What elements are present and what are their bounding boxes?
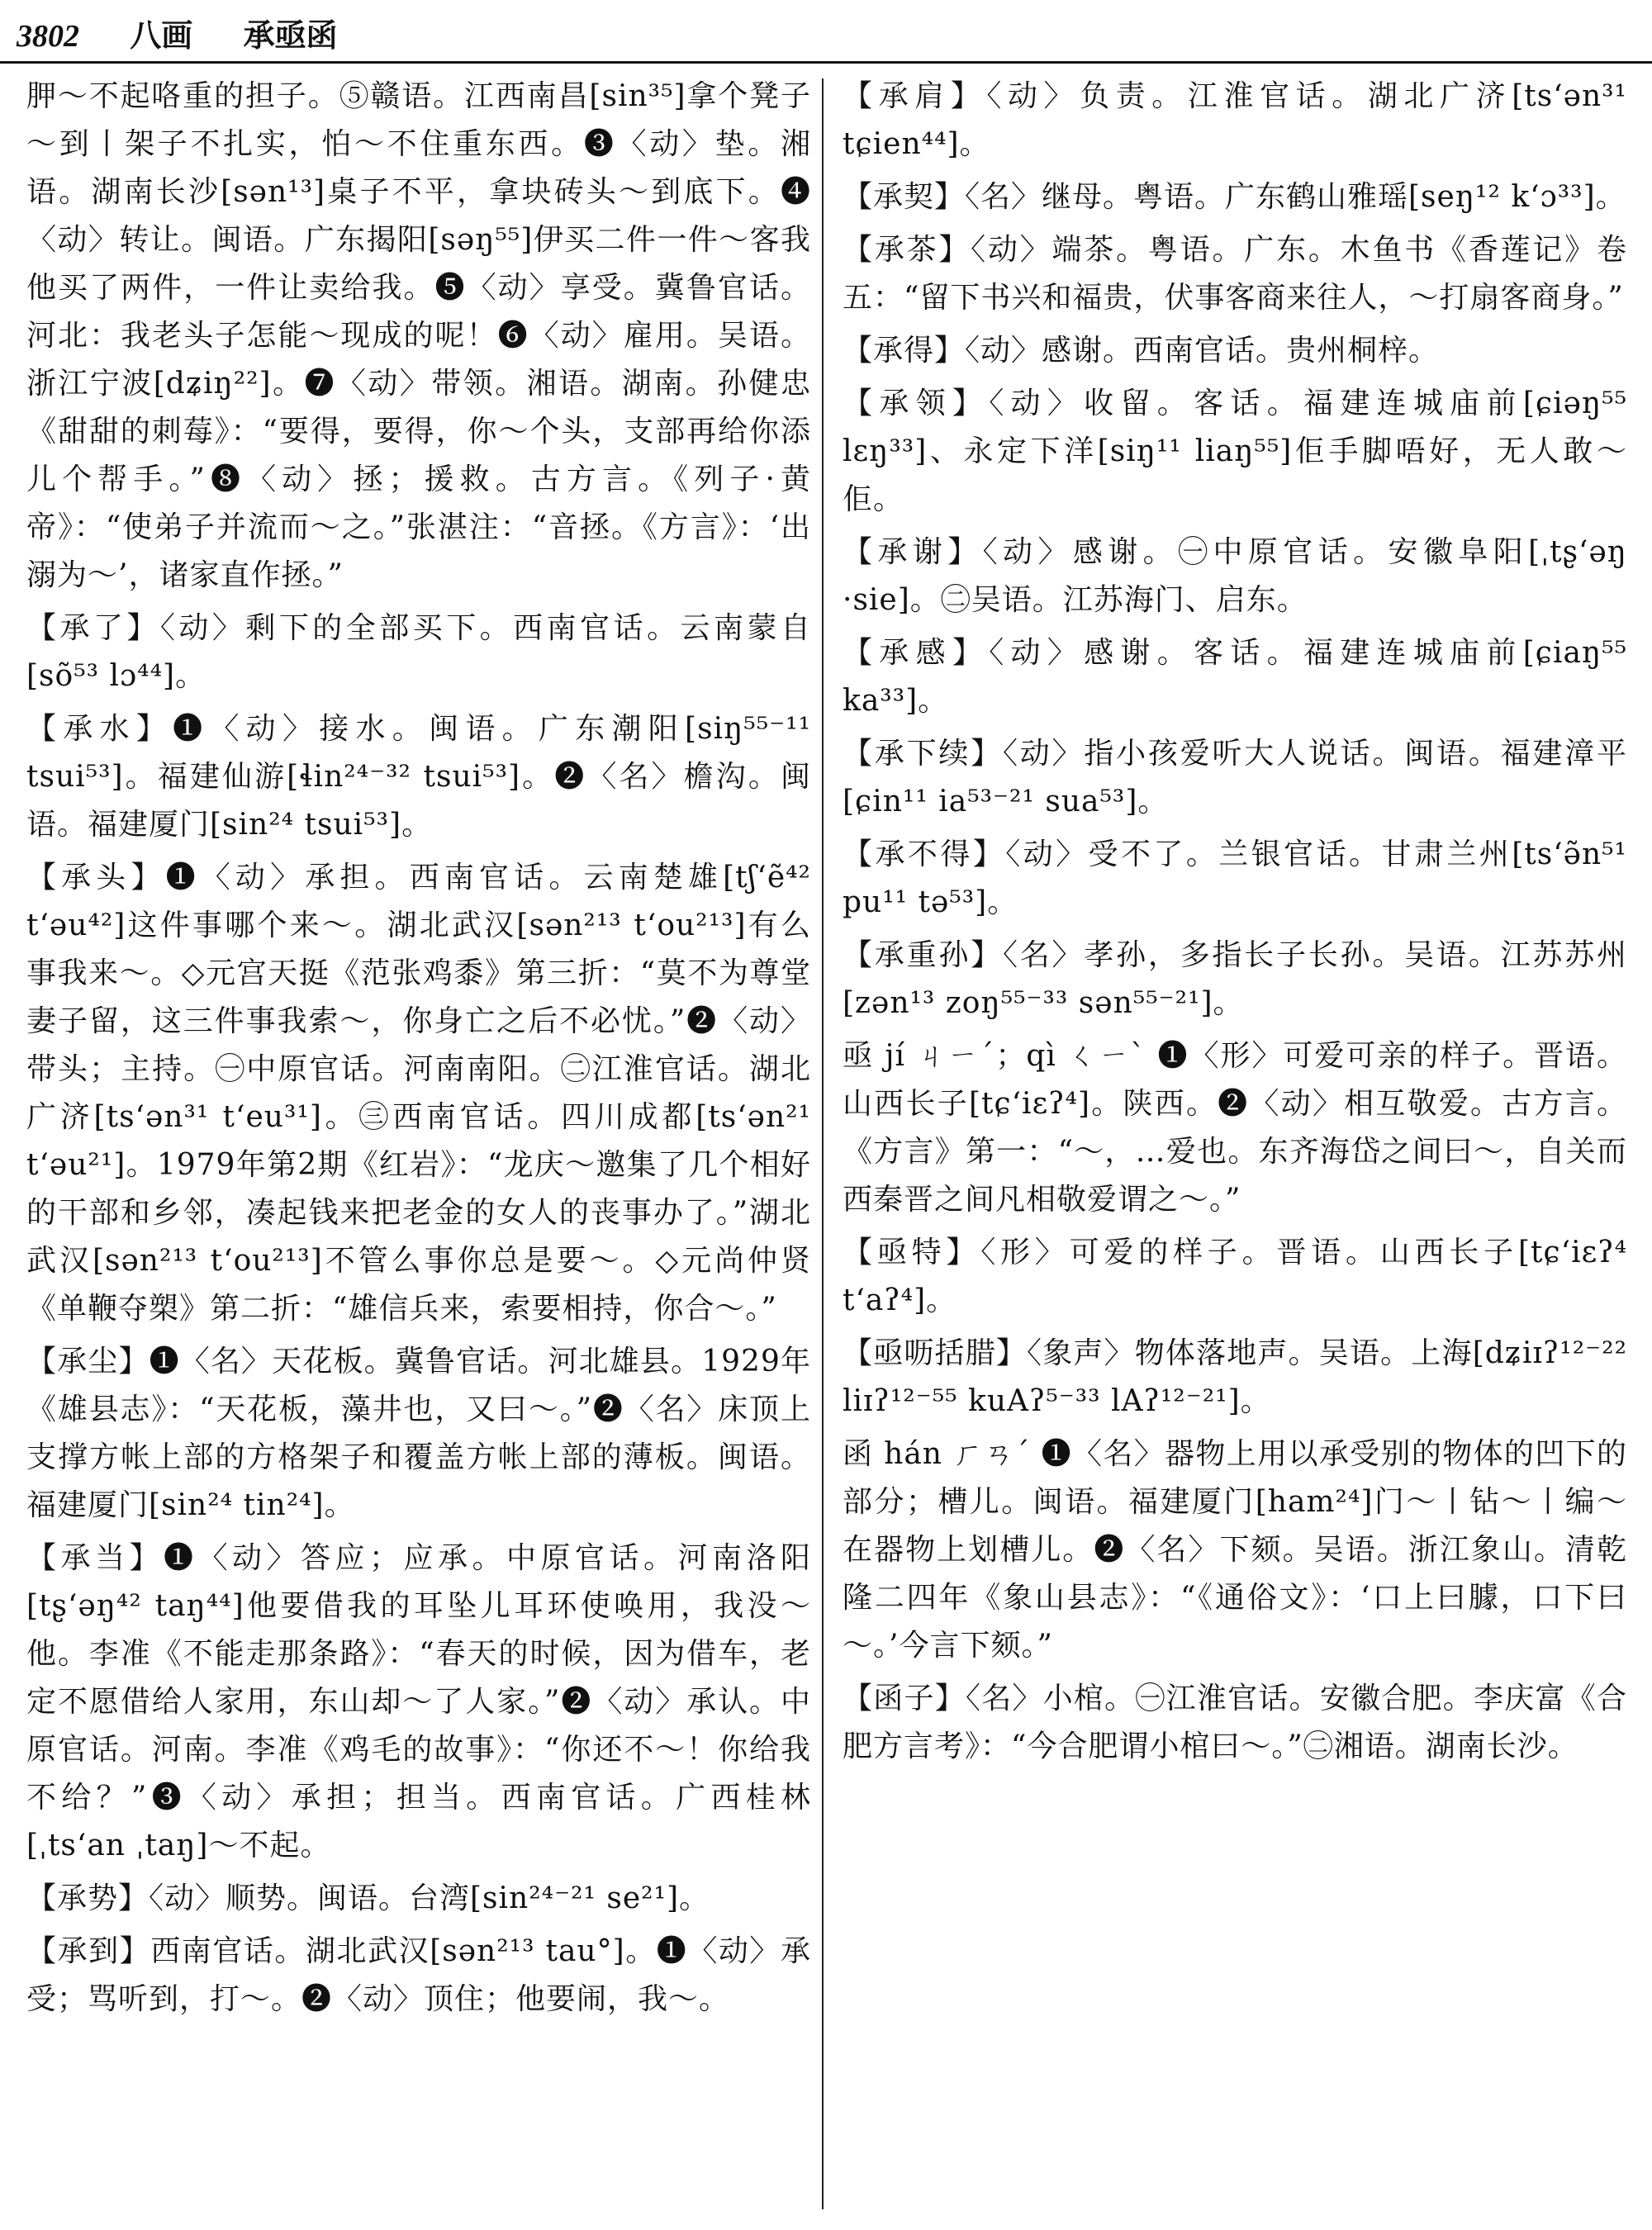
entry-han-zi: 【函子】〈名〉小棺。㊀江淮官话。安徽合肥。李庆富《合肥方言考》：“今合肥谓小棺曰～。”㊁湘语。湖南长沙。: [843, 1682, 1627, 1763]
entry-cheng-shi: 【承势】〈动〉顺势。闽语。台湾[sin²⁴⁻²¹ se²¹]。: [26, 1881, 710, 1915]
entry-cheng-xia-xu: 【承下续】〈动〉指小孩爱听大人说话。闽语。福建漳平[ɕin¹¹ ia⁵³⁻²¹ sua⁵³]。: [843, 737, 1627, 818]
header-rule: [0, 61, 1652, 64]
entry-cheng-shui: 【承水】❶〈动〉接水。闽语。广东潮阳[siŋ⁵⁵⁻¹¹ tsui⁵³]。福建仙游[ɬin²⁴⁻³² tsui⁵³]。❷〈名〉檐沟。闽语。福建厦门[sin²⁴ tsui⁵³]。: [26, 712, 811, 842]
entry-cheng-xie: 【承谢】〈动〉感谢。㊀中原官话。安徽阜阳[ˌtʂ‘əŋ ·sie]。㊁吴语。江苏海门、启东。: [843, 535, 1627, 617]
entry-cheng-le: 【承了】〈动〉剩下的全部买下。西南官话。云南蒙自[sõ⁵³ lɔ⁴⁴]。: [26, 611, 811, 693]
entry-ji-te: 【亟特】〈形〉可爱的样子。晋语。山西长子[tɕ‘iɛʔ⁴ t‘aʔ⁴]。: [843, 1236, 1627, 1317]
entry-cheng-jian: 【承肩】〈动〉负责。江淮官话。湖北广济[ts‘ən³¹ tɕien⁴⁴]。: [843, 79, 1627, 161]
column-divider: [822, 78, 824, 2209]
entry-cheng-bu-de: 【承不得】〈动〉受不了。兰银官话。甘肃兰州[ts‘ə̃n⁵¹ pu¹¹ tə⁵³]。: [843, 837, 1627, 919]
entry-han-headword: 函 hán ㄏㄢˊ ❶〈名〉器物上用以承受别的物体的凹下的部分；槽儿。闽语。福建厦门[ham²⁴]门～丨钻～丨编～在器物上划槽儿。❷〈名〉下颏。吴语。浙江象山。清乾隆二四年《象山县志》：“《通俗文》：‘口上曰臄，口下曰～。’今言下颏。”: [843, 1437, 1627, 1663]
entry-cheng-dang: 【承当】❶〈动〉答应；应承。中原官话。河南洛阳[tʂ‘əŋ⁴² taŋ⁴⁴]他要借我的耳坠儿耳环使唤用，我没～他。李准《不能走那条路》：“春天的时候，因为借车，老定不愿借给人家用，东山却～了人家。”❷〈动〉承认。中原官话。河南。李准《鸡毛的故事》：“你还不～！你给我不给？”❸〈动〉承担；担当。西南官话。广西桂林[ˌts‘an ˌtaŋ]～不起。: [26, 1541, 811, 1862]
page-number: 3802: [17, 19, 79, 54]
entry-cheng-chen: 【承尘】❶〈名〉天花板。冀鲁官话。河北雄县。1929年《雄县志》：“天花板，藻井也，又曰～。”❷〈名〉床顶上支撑方帐上部的方格架子和覆盖方帐上部的薄板。闽语。福建厦门[sin²⁴ tin²⁴]。: [26, 1345, 811, 1522]
entry-ji-li-kuo-la: 【亟呖括腊】〈象声〉物体落地声。吴语。上海[dʑiɪʔ¹²⁻²² liɪʔ¹²⁻⁵⁵ kuAʔ⁵⁻³³ lAʔ¹²⁻²¹]。: [843, 1336, 1627, 1418]
entry-cheng-qi: 【承契】〈名〉继母。粤语。广东鹤山雅瑶[seŋ¹² k‘ɔ³³]。: [843, 180, 1626, 214]
entry-cheng-dao: 【承到】西南官话。湖北武汉[sən²¹³ tau°]。❶〈动〉承受；骂听到，打～。❷〈动〉顶住；他要闹，我～。: [26, 1934, 811, 2016]
page-header: [17, 10, 1635, 61]
entry-ji-headword: 亟 jí ㄐㄧˊ；qì ㄑㄧˋ ❶〈形〉可爱可亲的样子。晋语。山西长子[tɕ‘iɛʔ⁴]。陕西。❷〈动〉相互敬爱。古方言。《方言》第一：“～，…爱也。东齐海岱之间曰～，自关而西秦晋之间凡相敬爱谓之～。”: [843, 1039, 1627, 1217]
entry-cheng-tou: 【承头】❶〈动〉承担。西南官话。云南楚雄[tʃ‘ẽ⁴² t‘əu⁴²]这件事哪个来～。湖北武汉[sən²¹³ t‘ou²¹³]有么事我来～。◇元宫天挺《范张鸡黍》第三折：“莫不为尊堂妻子留，这三件事我索～，你身亡之后不必忧。”❷〈动〉带头；主持。㊀中原官话。河南南阳。㊁江淮官话。湖北广济[ts‘ən³¹ t‘eu³¹]。㊂西南官话。四川成都[ts‘ən²¹ t‘əu²¹]。1979年第2期《红岩》：“龙庆～邀集了几个相好的干部和乡邻，凑起钱来把老金的女人的丧事办了。”湖北武汉[sən²¹³ t‘ou²¹³]不管么事你总是要～。◇元尚仲贤《单鞭夺槊》第二折：“雄信兵来，索要相持，你合～。”: [26, 861, 811, 1326]
headword-range: 承亟函: [243, 17, 338, 54]
entry-cheng-zhong-sun: 【承重孙】〈名〉孝孙，多指长子长孙。吴语。江苏苏州[zən¹³ zoŋ⁵⁵⁻³³ sən⁵⁵⁻²¹]。: [843, 938, 1627, 1020]
entry-cheng-gan: 【承感】〈动〉感谢。客话。福建连城庙前[ɕiaŋ⁵⁵ ka³³]。: [843, 636, 1627, 718]
right-column: [843, 73, 1627, 2187]
entry-cheng-de: 【承得】〈动〉感谢。西南官话。贵州桐梓。: [843, 334, 1440, 368]
left-column: [26, 73, 811, 2187]
entry-continued: 胛～不起咯重的担子。⑤赣语。江西南昌[sin³⁵]拿个凳子～到丨架子不扎实，怕～不住重东西。❸〈动〉垫。湘语。湖南长沙[sən¹³]桌子不平，拿块砖头～到底下。❹〈动〉转让。闽语。广东揭阳[səŋ⁵⁵]伊买二件一件～客我他买了两件，一件让卖给我。❺〈动〉享受。冀鲁官话。河北：我老头子怎能～现成的呢！❻〈动〉雇用。吴语。浙江宁波[dʑiŋ²²]。❼〈动〉带领。湘语。湖南。孙健忠《甜甜的刺莓》：“要得，要得，你～个头，支部再给你添儿个帮手。”❽〈动〉拯；援救。古方言。《列子·黄帝》：“使弟子并流而～之。”张湛注：“音拯。《方言》：‘出溺为～’，诸家直作拯。”: [26, 79, 811, 592]
stroke-count: 八画: [130, 17, 193, 54]
entry-cheng-cha: 【承茶】〈动〉端茶。粤语。广东。木鱼书《香莲记》卷五：“留下书兴和福贵，伏事客商来往人，～打扇客商身。”: [843, 233, 1627, 315]
entry-cheng-ling: 【承领】〈动〉收留。客话。福建连城庙前[ɕiəŋ⁵⁵ lɛŋ³³]、永定下洋[siŋ¹¹ liaŋ⁵⁵]佢手脚唔好，无人敢～佢。: [843, 387, 1627, 516]
